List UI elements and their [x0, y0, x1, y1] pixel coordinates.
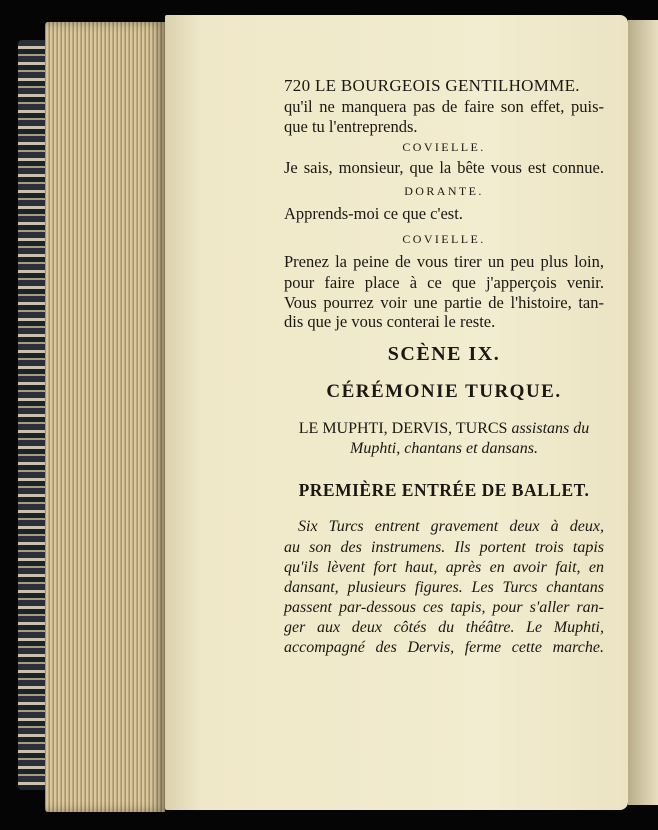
speaker-name: COVIELLE.	[402, 232, 486, 246]
cast-separator: ,	[396, 440, 405, 457]
dialogue-line: Prenez la peine de vous tirer un peu plus loin,	[284, 252, 604, 271]
cast-description: Muphti	[350, 440, 397, 457]
cast-names: LE MUPHTI, DERVIS, TURCS	[298, 420, 508, 437]
entree-title: PREMIÈRE ENTRÉE DE BALLET.	[298, 480, 590, 500]
dialogue-line: Vous pourrez voir une partie de l'histoire, tan-	[284, 293, 604, 312]
running-header	[284, 76, 580, 96]
stage-direction-line: au son des instrumens. Ils portent trois tapis	[284, 539, 604, 556]
running-title: LE BOURGEOIS GENTILHOMME.	[314, 76, 580, 95]
scene-subtitle: CÉRÉMONIE TURQUE.	[326, 381, 562, 402]
speaker-name: COVIELLE.	[402, 140, 486, 154]
cast-description: assistans du	[507, 420, 590, 437]
stage-direction-line: Six Turcs entrent gravement deux à deux,	[298, 518, 604, 535]
speaker-name: DORANTE.	[404, 184, 484, 198]
stage-direction-line: ger aux deux côtés du théâtre. Le Muphti,	[284, 619, 604, 636]
book-spine	[18, 40, 48, 790]
stage-direction-line: passent par-dessous ces tapis, pour s'aller ran-	[284, 599, 604, 616]
dialogue-line: dis que je vous conterai le reste.	[284, 312, 496, 331]
scene-title: SCÈNE IX.	[387, 343, 501, 365]
dialogue-line: Apprends-moi ce que c'est.	[284, 204, 463, 223]
page-number: 720	[284, 76, 311, 95]
stage-direction-line: dansant, plusieurs figures. Les Turcs chantans	[284, 579, 604, 596]
facing-page-edge	[628, 20, 658, 805]
dialogue-line: qu'il ne manquera pas de faire son effet, puis-	[284, 97, 604, 116]
stage-direction-line: accompagné des Dervis, ferme cette marche.	[284, 639, 604, 656]
page-edges	[45, 22, 165, 812]
stage-direction-line: qu'ils lèvent fort haut, après en avoir fait, en	[284, 559, 604, 576]
cast-list-line	[284, 440, 604, 458]
dialogue-line: que tu l'entreprends.	[284, 117, 418, 136]
cast-list-line	[284, 420, 604, 438]
dialogue-line: Je sais, monsieur, que la bête vous est connue.	[284, 158, 604, 177]
dialogue-line: pour faire place à ce que j'apperçois venir.	[284, 273, 604, 292]
cast-description: chantans et dansans.	[404, 440, 538, 457]
